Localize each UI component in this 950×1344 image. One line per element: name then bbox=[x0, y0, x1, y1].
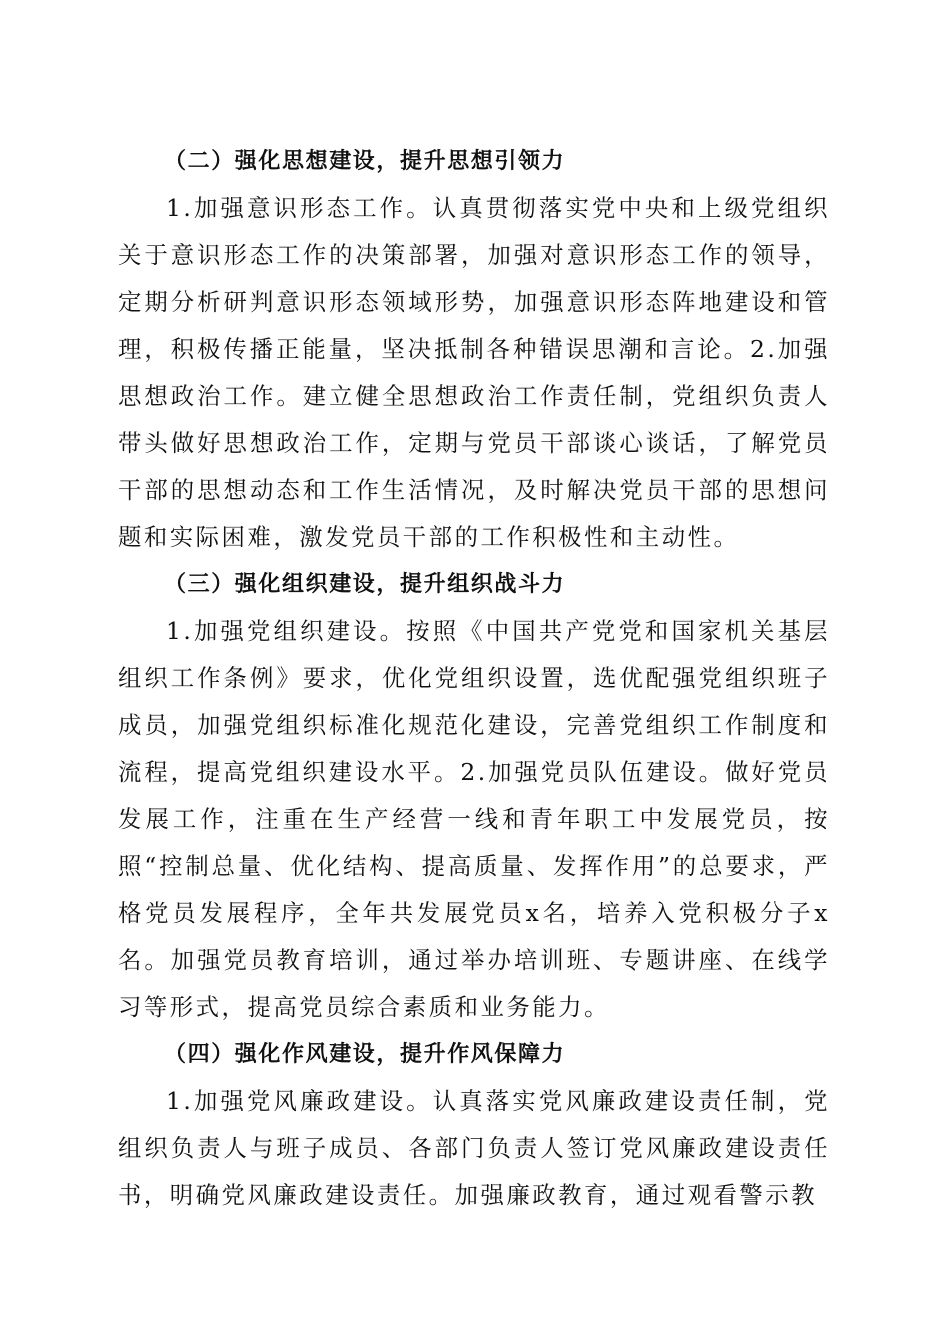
section-paragraph-2: 1.加强意识形态工作。认真贯彻落实党中央和上级党组织关于意识形态工作的决策部署，加强对意识形态工作的领导，定期分析研判意识形态领域形势，加强意识形态阵地建设和管理，积极传播正能量，坚决抵制各种错误思潮和言论。2.加强思想政治工作。建立健全思想政治工作责任制，党组织负责人带头做好思想政治工作，定期与党员干部谈心谈话，了解党员干部的思想动态和工作生活情况，及时解决党员干部的思想问题和实际困难，激发党员干部的工作积极性和主动性。 bbox=[118, 194, 830, 551]
document-body bbox=[118, 138, 830, 1219]
section-paragraph-3: 1.加强党组织建设。按照《中国共产党党和国家机关基层组织工作条例》要求，优化党组织设置，选优配强党组织班子成员，加强党组织标准化规范化建设，完善党组织工作制度和流程，提高党组织建设水平。2.加强党员队伍建设。做好党员发展工作，注重在生产经营一线和青年职工中发展党员，按照“控制总量、优化结构、提高质量、发挥作用”的总要求，严格党员发展程序，全年共发展党员x名，培养入党积极分子x名。加强党员教育培训，通过举办培训班、专题讲座、在线学习等形式，提高党员综合素质和业务能力。 bbox=[118, 617, 830, 1021]
section-heading-2: （二）强化思想建设，提升思想引领力 bbox=[164, 149, 566, 174]
section-heading-3: （三）强化组织建设，提升组织战斗力 bbox=[164, 572, 566, 597]
section-paragraph-4: 1.加强党风廉政建设。认真落实党风廉政建设责任制，党组织负责人与班子成员、各部门负责人签订党风廉政建设责任书，明确党风廉政建设责任。加强廉政教育，通过观看警示教 bbox=[118, 1087, 830, 1209]
section-heading-4: （四）强化作风建设，提升作风保障力 bbox=[164, 1042, 566, 1067]
